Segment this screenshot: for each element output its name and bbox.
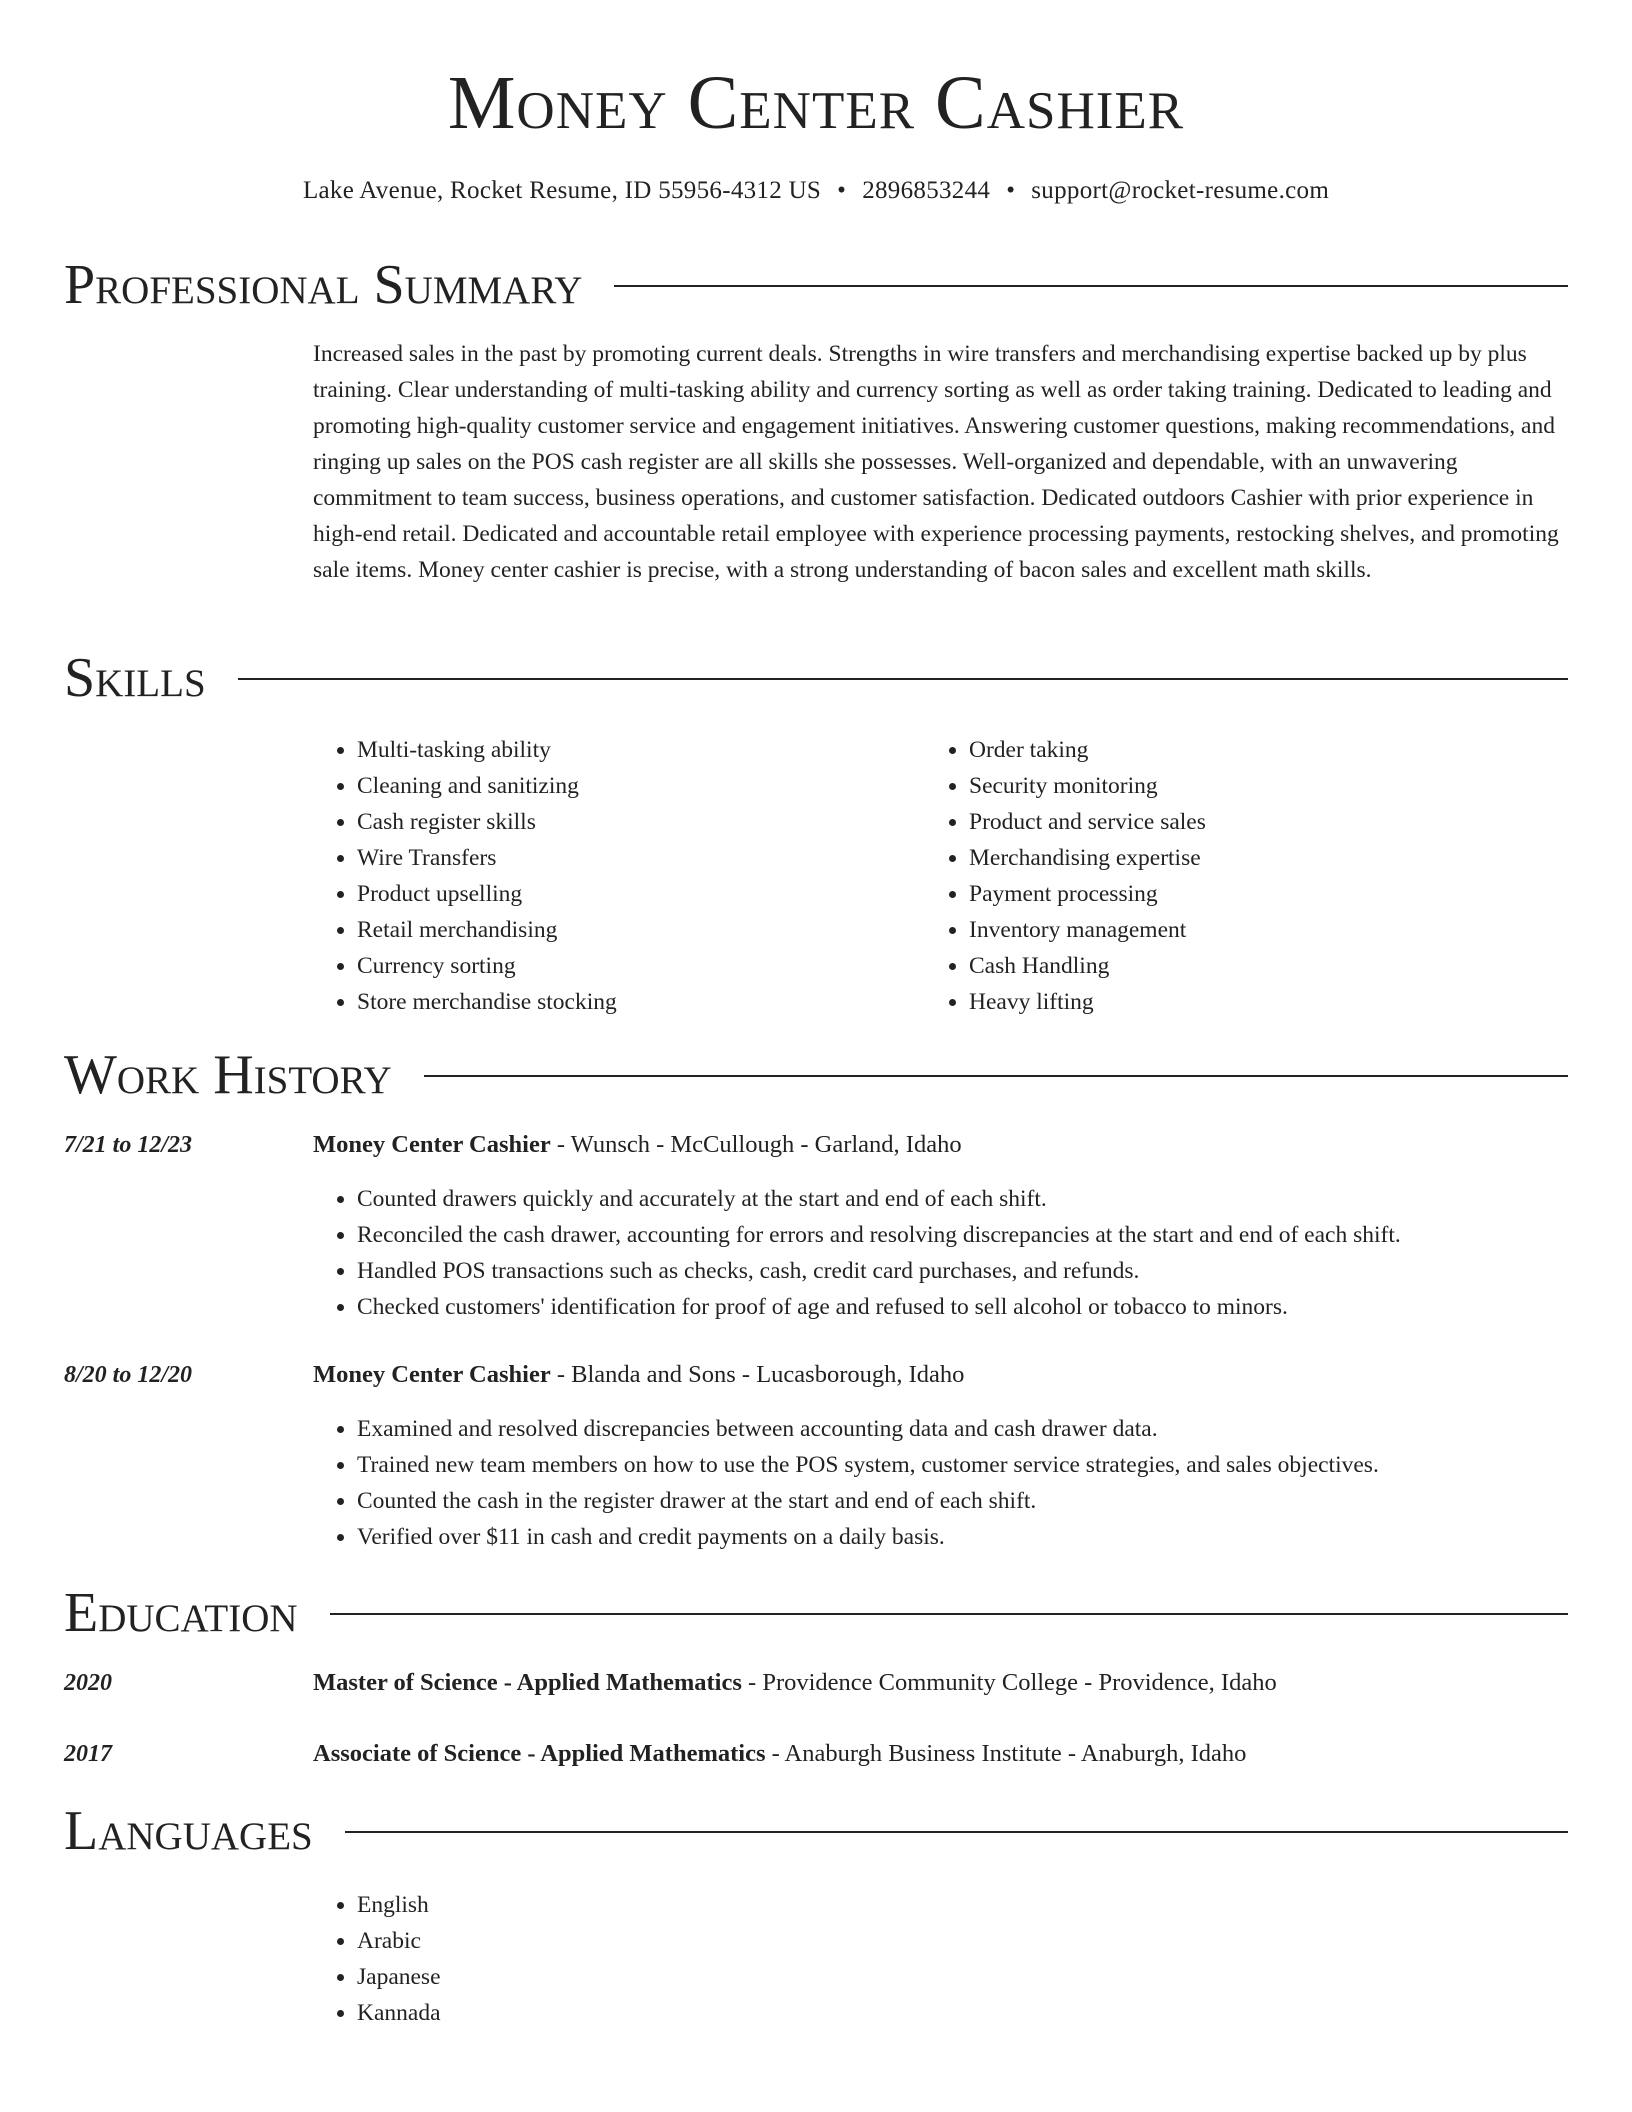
summary-section-header xyxy=(64,255,1568,315)
skills-section-header xyxy=(64,648,1568,708)
job-duty: • Counted the cash in the register drawer at the start and end of each shift. xyxy=(357,1483,1612,1519)
candidate-name: Money Center Cashier xyxy=(447,61,1185,145)
education-entry xyxy=(64,1665,1568,1701)
job-title: Money Center Cashier xyxy=(313,1361,551,1388)
job-duties xyxy=(313,1411,1612,1555)
language-item: • Japanese xyxy=(357,1959,913,1995)
languages-list xyxy=(313,1887,913,2031)
education-degree: Associate of Science - Applied Mathematics xyxy=(313,1740,766,1767)
contact-separator: • xyxy=(837,177,847,204)
skill-item: • Merchandising expertise xyxy=(969,840,1525,876)
skill-item: • Cash Handling xyxy=(969,948,1525,984)
skills-column-right xyxy=(925,732,1525,1020)
education-school: - Anaburgh Business Institute - Anaburgh, Idaho xyxy=(765,1740,1247,1767)
section-divider xyxy=(614,285,1568,287)
section-title: Work History xyxy=(64,1044,392,1106)
job-heading xyxy=(313,1357,1568,1393)
skill-item: • Inventory management xyxy=(969,912,1525,948)
skill-item: • Product upselling xyxy=(357,876,913,912)
job-duties xyxy=(313,1181,1612,1325)
job-title: Money Center Cashier xyxy=(313,1131,551,1158)
language-item: • Arabic xyxy=(357,1923,913,1959)
work-section-header xyxy=(64,1045,1568,1105)
skill-item: • Product and service sales xyxy=(969,804,1525,840)
education-degree: Master of Science - Applied Mathematics xyxy=(313,1669,742,1696)
languages-section-header xyxy=(64,1801,1568,1861)
section-title: Professional Summary xyxy=(64,254,583,316)
education-heading xyxy=(313,1665,1277,1701)
section-divider xyxy=(424,1075,1568,1077)
skill-item: • Cleaning and sanitizing xyxy=(357,768,913,804)
section-divider xyxy=(330,1613,1568,1615)
job-duty: • Examined and resolved discrepancies between accounting data and cash drawer data. xyxy=(357,1411,1612,1447)
job-heading xyxy=(313,1127,1568,1163)
education-year: 2017 xyxy=(64,1741,112,1767)
section-title: Skills xyxy=(64,647,206,709)
section-divider xyxy=(238,678,1568,680)
skill-item: • Currency sorting xyxy=(357,948,913,984)
job-dates: 8/20 to 12/20 xyxy=(64,1362,193,1388)
skill-item: • Wire Transfers xyxy=(357,840,913,876)
contact-address: Lake Avenue, Rocket Resume, ID 55956-4312 US xyxy=(302,177,822,204)
skills-column-left xyxy=(313,732,913,1020)
skill-item: • Heavy lifting xyxy=(969,984,1525,1020)
language-item: • English xyxy=(357,1887,913,1923)
section-title: Languages xyxy=(64,1800,313,1862)
job-duty: • Verified over $11 in cash and credit payments on a daily basis. xyxy=(357,1519,1612,1555)
education-school: - Providence Community College - Providence, Idaho xyxy=(741,1669,1277,1696)
skill-item: • Cash register skills xyxy=(357,804,913,840)
job-duty: • Reconciled the cash drawer, accounting for errors and resolving discrepancies at the start and end of each shift. xyxy=(357,1217,1612,1253)
skill-item: • Retail merchandising xyxy=(357,912,913,948)
skill-item: • Store merchandise stocking xyxy=(357,984,913,1020)
section-divider xyxy=(345,1831,1568,1833)
job-employer: - Wunsch - McCullough - Garland, Idaho xyxy=(550,1131,962,1158)
language-item: • Kannada xyxy=(357,1995,913,2031)
job-duty: • Checked customers' identification for proof of age and refused to sell alcohol or tobacco to minors. xyxy=(357,1289,1612,1325)
education-year: 2020 xyxy=(64,1670,112,1696)
education-entry xyxy=(64,1736,1568,1772)
job-employer: - Blanda and Sons - Lucasborough, Idaho xyxy=(550,1361,965,1388)
contact-line xyxy=(0,174,1632,208)
contact-phone: 2896853244 xyxy=(862,177,991,204)
job-duty: • Handled POS transactions such as checks, cash, credit card purchases, and refunds. xyxy=(357,1253,1612,1289)
job-duty: • Counted drawers quickly and accurately at the start and end of each shift. xyxy=(357,1181,1612,1217)
job-duty: • Trained new team members on how to use the POS system, customer service strategies, and sales objectives. xyxy=(357,1447,1612,1483)
section-title: Education xyxy=(64,1582,298,1644)
skill-item: • Multi-tasking ability xyxy=(357,732,913,768)
skill-item: • Security monitoring xyxy=(969,768,1525,804)
contact-separator: • xyxy=(1006,177,1016,204)
education-heading xyxy=(313,1736,1246,1772)
contact-email: support@rocket-resume.com xyxy=(1031,177,1330,204)
education-section-header xyxy=(64,1583,1568,1643)
skill-item: • Payment processing xyxy=(969,876,1525,912)
job-dates: 7/21 to 12/23 xyxy=(64,1132,193,1158)
summary-text: Increased sales in the past by promoting current deals. Strengths in wire transfers and merchandising expertise backed up by plus training. Clear understanding of multi-tasking ability and currency sorting as well as order taking training. Dedicated to leading and promoting high-quality customer service and engagement initiatives. Answering customer questions, making recommendations, and ringing up sales on the POS cash register are all skills she possesses. Well-organized and dependable, with an unwavering commitment to team success, business operations, and customer satisfaction. Dedicated outdoors Cashier with prior experience in high-end retail. Dedicated and accountable retail employee with experience processing payments, restocking shelves, and promoting sale items. Money center cashier is precise, with a strong understanding of bacon sales and excellent math skills. xyxy=(313,341,1559,583)
skill-item: • Order taking xyxy=(969,732,1525,768)
